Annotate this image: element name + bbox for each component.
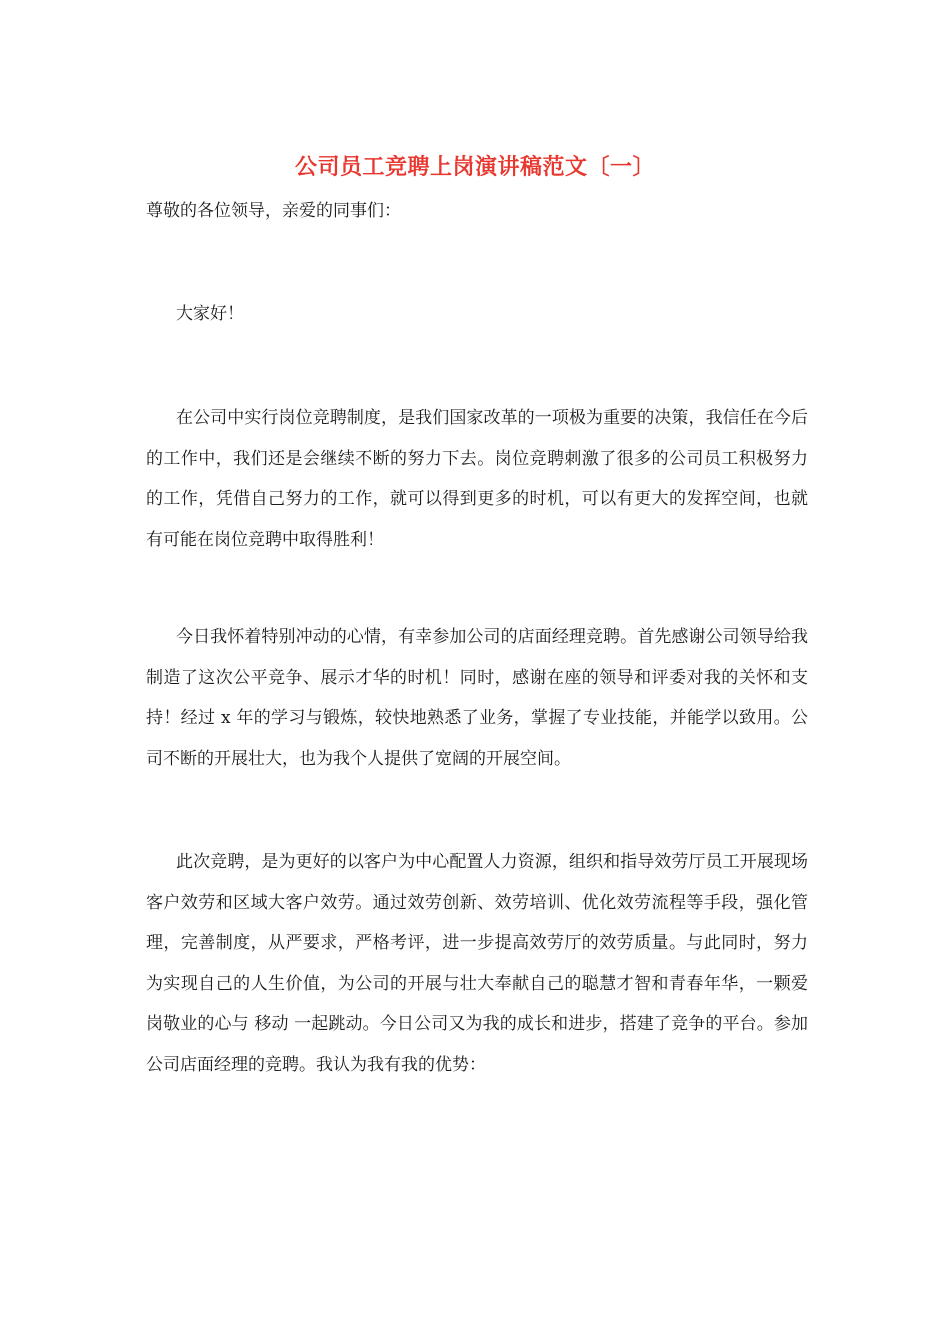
paragraph-3: 此次竞聘，是为更好的以客户为中心配置人力资源，组织和指导效劳厅员工开展现场客户效劳和区域大客户效劳。通过效劳创新、效劳培训、优化效劳流程等手段，强化管理，完善制度，从严要求，严格考评，进一步提高效劳厅的效劳质量。与此同时，努力为实现自己的人生价值，为公司的开展与壮大奉献自己的聪慧才智和青春年华，一颗爱岗敬业的心与 移动 一起跳动。今日公司又为我的成长和进步，搭建了竞争的平台。参加公司店面经理的竞聘。我认为我有我的优势： bbox=[146, 852, 808, 1075]
document-title: 公司员工竞聘上岗演讲稿范文〔一〕 bbox=[294, 154, 655, 180]
paragraph-2: 今日我怀着特别冲动的心情，有幸参加公司的店面经理竞聘。首先感谢公司领导给我制造了这次公平竞争、展示才华的时机！同时，感谢在座的领导和评委对我的关怀和支持！经过 x 年的学习与锻炼，较快地熟悉了业务，掌握了专业技能，并能学以致用。公司不断的开展壮大，也为我个人提供了宽阔的开展空间。 bbox=[146, 627, 808, 769]
paragraph-1: 在公司中实行岗位竞聘制度，是我们国家改革的一项极为重要的决策，我信任在今后的工作中，我们还是会继续不断的努力下去。岗位竞聘刺激了很多的公司员工积极努力的工作，凭借自己努力的工作，就可以得到更多的时机，可以有更大的发挥空间，也就有可能在岗位竞聘中取得胜利！ bbox=[146, 408, 808, 550]
greeting: 大家好！ bbox=[176, 304, 244, 324]
salutation: 尊敬的各位领导，亲爱的同事们： bbox=[146, 201, 401, 221]
